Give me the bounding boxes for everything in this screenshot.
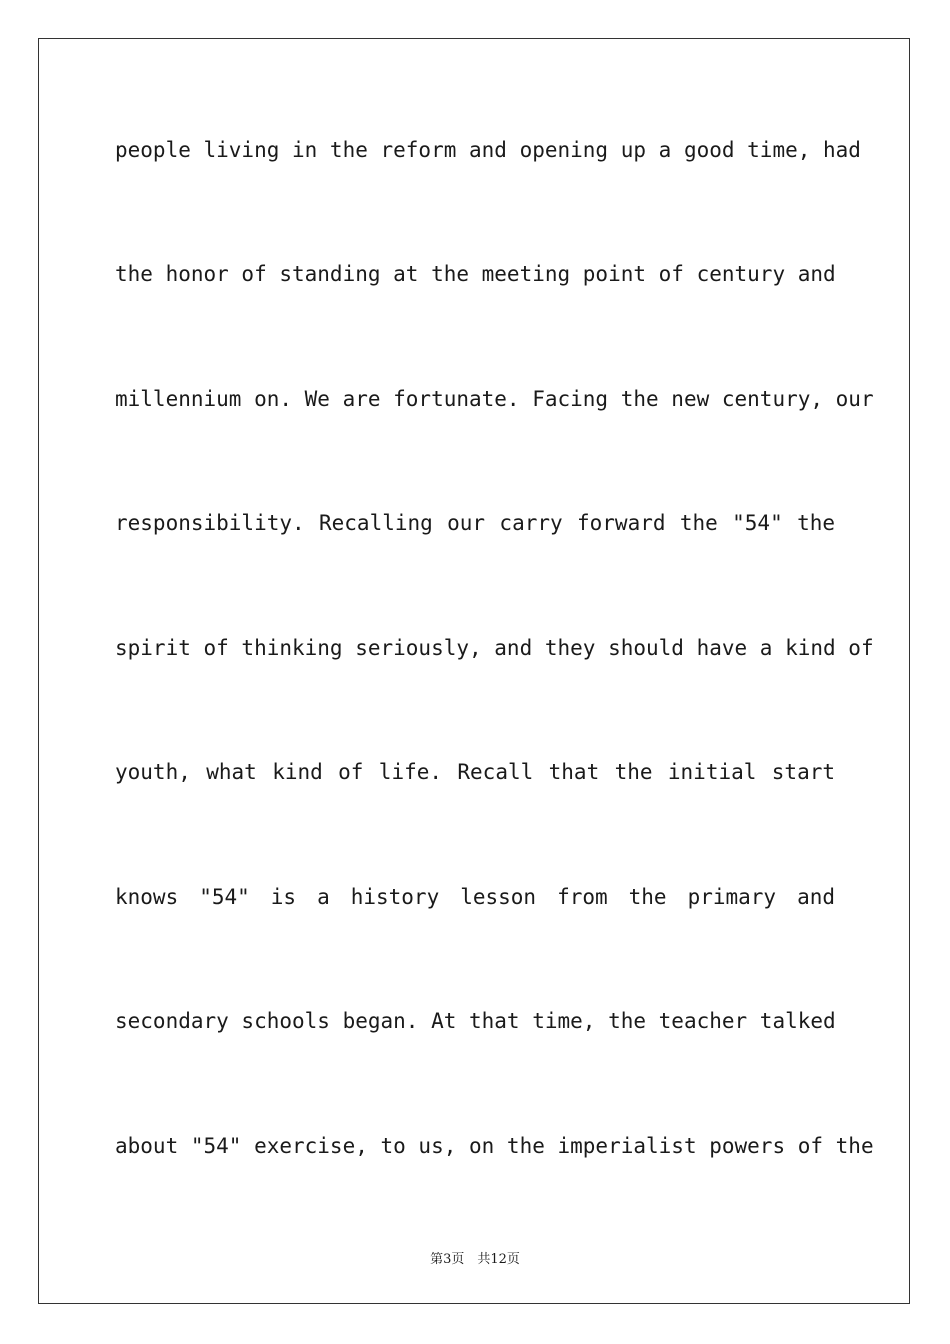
text-line: knows "54" is a history lesson from the primary and [115,885,835,909]
text-line: responsibility. Recalling our carry forward the "54" the [115,511,835,535]
text-line: the honor of standing at the meeting point of century and [115,262,836,286]
text-line: people living in the reform and opening up a good time, had [115,138,861,162]
page-number-footer: 第3页 共12页 [430,1252,520,1267]
text-line: youth, what kind of life. Recall that the initial start [115,760,835,784]
page-border [38,38,910,1304]
text-line: about "54" exercise, to us, on the imperialist powers of the [115,1134,874,1158]
text-line: spirit of thinking seriously, and they should have a kind of [115,636,874,660]
text-line: secondary schools began. At that time, the teacher talked [115,1009,836,1033]
text-line: millennium on. We are fortunate. Facing the new century, our [115,387,874,411]
